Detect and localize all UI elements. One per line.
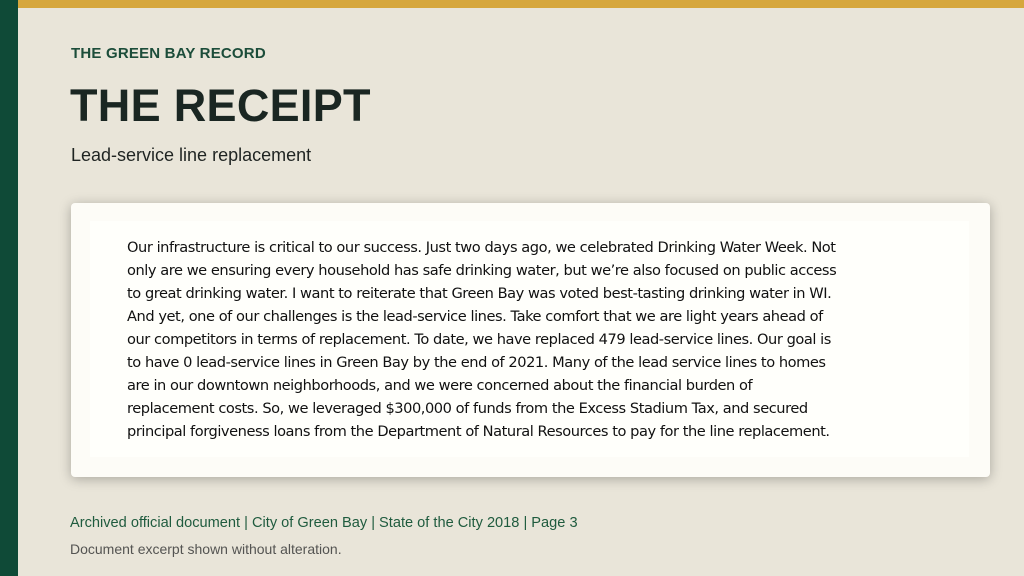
excerpt-line: Our infrastructure is critical to our success. Just two days ago, we celebrated Drinking Water Week. Not (127, 239, 836, 256)
excerpt-line: principal forgiveness loans from the Department of Natural Resources to pay for the line replacement. (127, 423, 830, 440)
excerpt-line: to have 0 lead-service lines in Green Bay by the end of 2021. Many of the lead service lines to homes (127, 354, 826, 371)
excerpt-card (71, 203, 990, 477)
page-title: THE RECEIPT (70, 80, 371, 131)
excerpt-line: our competitors in terms of replacement. To date, we have replaced 479 lead-service lines. Our goal is (127, 331, 831, 348)
excerpt-line: replacement costs. So, we leveraged $300,000 of funds from the Excess Stadium Tax, and secured (127, 400, 808, 417)
excerpt-line: And yet, one of our challenges is the lead-service lines. Take comfort that we are light years ahead of (127, 308, 823, 325)
excerpt-line: to great drinking water. I want to reiterate that Green Bay was voted best-tasting drinking water in WI. (127, 285, 832, 302)
publication-name: THE GREEN BAY RECORD (71, 45, 266, 62)
left-accent-bar (0, 0, 18, 576)
excerpt-note: Document excerpt shown without alteration. (70, 541, 342, 557)
page-subtitle: Lead-service line replacement (71, 145, 312, 165)
excerpt-line: only are we ensuring every household has safe drinking water, but we’re also focused on public access (127, 262, 837, 279)
top-accent-bar (18, 0, 1024, 8)
excerpt-line: are in our downtown neighborhoods, and we were concerned about the financial burden of (127, 377, 753, 394)
source-citation: Archived official document | City of Green Bay | State of the City 2018 | Page 3 (70, 515, 578, 531)
document-excerpt (90, 221, 969, 457)
